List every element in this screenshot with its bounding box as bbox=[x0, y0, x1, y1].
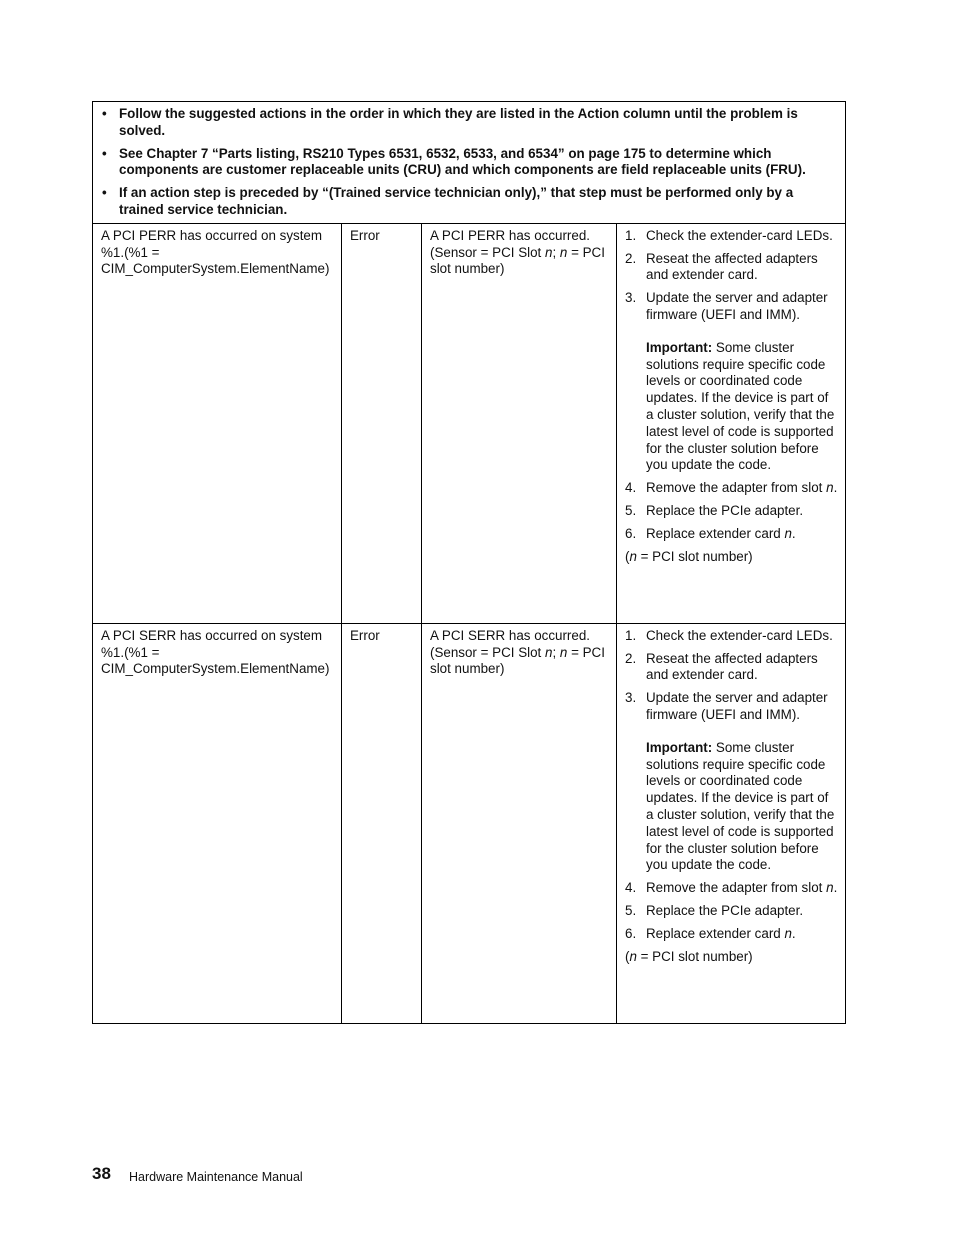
note-text: See Chapter 7 “Parts listing, RS210 Types 6531, 6532, 6533, and 6534” on page 175 to determine which components are customer replaceable units (CRU) and which components are field replaceable units (FRU). bbox=[119, 145, 806, 178]
action-step bbox=[625, 251, 838, 285]
severity-text: Error bbox=[350, 627, 380, 643]
step-text: Replace extender card bbox=[646, 525, 785, 541]
step-number: 5. bbox=[625, 902, 637, 918]
step-number: 4. bbox=[625, 480, 637, 496]
step-text: . bbox=[791, 925, 796, 941]
important-note bbox=[646, 740, 838, 874]
action-step bbox=[625, 903, 838, 920]
step-number: 3. bbox=[625, 690, 637, 706]
note-item bbox=[101, 185, 837, 219]
slot-variable: n bbox=[559, 244, 568, 260]
step-text: Check the extender-card LEDs. bbox=[646, 227, 833, 243]
note-text: Follow the suggested actions in the order in which they are listed in the Action column until the problem is solved. bbox=[119, 106, 798, 138]
step-text: Check the extender-card LEDs. bbox=[646, 627, 833, 643]
slot-variable: n bbox=[629, 948, 637, 964]
step-text: Update the server and adapter firmware (UEFI and IMM). bbox=[646, 690, 828, 722]
step-text: Reseat the affected adapters and extender card. bbox=[646, 650, 818, 683]
action-step bbox=[625, 526, 838, 543]
important-label: Important: bbox=[646, 339, 713, 355]
step-number: 3. bbox=[625, 290, 637, 306]
page-number: 38 bbox=[92, 1164, 111, 1183]
slot-variable: n bbox=[784, 925, 792, 941]
description-cell bbox=[422, 623, 617, 1023]
action-steps bbox=[625, 628, 838, 943]
description-text: A PCI SERR has occurred.(Sensor = PCI Slot bbox=[430, 627, 591, 660]
action-cell bbox=[617, 623, 846, 1023]
note-text: If an action step is preceded by “(Trained service technician only),” that step must be performed only by a trained service technician. bbox=[119, 185, 794, 217]
notes-row bbox=[93, 102, 846, 224]
action-step bbox=[625, 880, 838, 897]
action-cell bbox=[617, 223, 846, 623]
severity-text: Error bbox=[350, 227, 380, 243]
bullet-icon: • bbox=[102, 106, 107, 121]
slot-note-text: = PCI slot number) bbox=[636, 548, 753, 564]
action-step bbox=[625, 480, 838, 497]
step-number: 4. bbox=[625, 880, 637, 896]
table-row bbox=[93, 223, 846, 623]
important-text: Some cluster solutions require specific code levels or coordinated code updates. If the device is part of a cluster solution, verify that the latest level of code is supported for the cluster solution before you update the code. bbox=[646, 739, 835, 873]
slot-variable: n bbox=[826, 480, 834, 496]
step-text: . bbox=[833, 480, 838, 496]
step-text: Remove the adapter from slot bbox=[646, 880, 827, 896]
action-step bbox=[625, 926, 838, 943]
slot-variable: n bbox=[826, 880, 834, 896]
manual-title: Hardware Maintenance Manual bbox=[129, 1170, 303, 1184]
step-text: Reseat the affected adapters and extender card. bbox=[646, 250, 818, 283]
step-number: 1. bbox=[625, 627, 637, 643]
severity-cell bbox=[342, 623, 422, 1023]
step-number: 1. bbox=[625, 227, 637, 243]
table-row bbox=[93, 623, 846, 1023]
bullet-icon: • bbox=[102, 145, 107, 161]
slot-variable: n bbox=[784, 525, 792, 541]
message-cell bbox=[93, 223, 342, 623]
step-text: Replace extender card bbox=[646, 925, 785, 941]
message-text: A PCI SERR has occurred on system %1.(%1 = CIM_ComputerSystem.ElementName) bbox=[101, 627, 330, 677]
slot-note bbox=[625, 549, 838, 566]
step-number: 5. bbox=[625, 502, 637, 518]
important-label: Important: bbox=[646, 739, 713, 755]
important-text: Some cluster solutions require specific code levels or coordinated code updates. If the device is part of a cluster solution, verify that the latest level of code is supported for the cluster solution before you update the code. bbox=[646, 339, 835, 473]
message-cell bbox=[93, 623, 342, 1023]
error-message-table bbox=[92, 101, 846, 1024]
description-cell bbox=[422, 223, 617, 623]
slot-note-text: = PCI slot number) bbox=[636, 948, 753, 964]
step-number: 2. bbox=[625, 650, 637, 666]
note-item bbox=[101, 106, 837, 140]
step-number: 2. bbox=[625, 250, 637, 266]
slot-note-text: ( bbox=[625, 948, 630, 964]
notes-cell bbox=[93, 102, 846, 224]
slot-variable: n bbox=[629, 548, 637, 564]
notes-list bbox=[101, 106, 837, 219]
step-text: . bbox=[833, 880, 838, 896]
description-text: = PCI slot number) bbox=[430, 644, 605, 677]
description-text: = PCI slot number) bbox=[430, 244, 605, 277]
slot-note-text: ( bbox=[625, 548, 630, 564]
step-text: Replace the PCIe adapter. bbox=[646, 502, 804, 518]
step-text: Remove the adapter from slot bbox=[646, 480, 827, 496]
important-note bbox=[646, 340, 838, 474]
description-text: ; bbox=[552, 244, 560, 260]
slot-variable: n bbox=[559, 644, 568, 660]
action-step bbox=[625, 503, 838, 520]
step-number: 6. bbox=[625, 925, 637, 941]
slot-note bbox=[625, 949, 838, 966]
description-text: A PCI PERR has occurred.(Sensor = PCI Slot bbox=[430, 227, 591, 260]
step-text: Replace the PCIe adapter. bbox=[646, 902, 804, 918]
slot-variable: n bbox=[544, 244, 553, 260]
note-item bbox=[101, 146, 837, 180]
action-steps bbox=[625, 228, 838, 543]
description-text: ; bbox=[552, 644, 560, 660]
step-text: Update the server and adapter firmware (UEFI and IMM). bbox=[646, 290, 828, 322]
slot-variable: n bbox=[544, 644, 553, 660]
action-step bbox=[625, 290, 838, 474]
action-step bbox=[625, 228, 838, 245]
action-step bbox=[625, 628, 838, 645]
action-step bbox=[625, 690, 838, 874]
severity-cell bbox=[342, 223, 422, 623]
step-number: 6. bbox=[625, 525, 637, 541]
action-step bbox=[625, 651, 838, 685]
bullet-icon: • bbox=[102, 185, 107, 201]
message-text: A PCI PERR has occurred on system %1.(%1 = CIM_ComputerSystem.ElementName) bbox=[101, 227, 330, 277]
step-text: . bbox=[791, 525, 796, 541]
